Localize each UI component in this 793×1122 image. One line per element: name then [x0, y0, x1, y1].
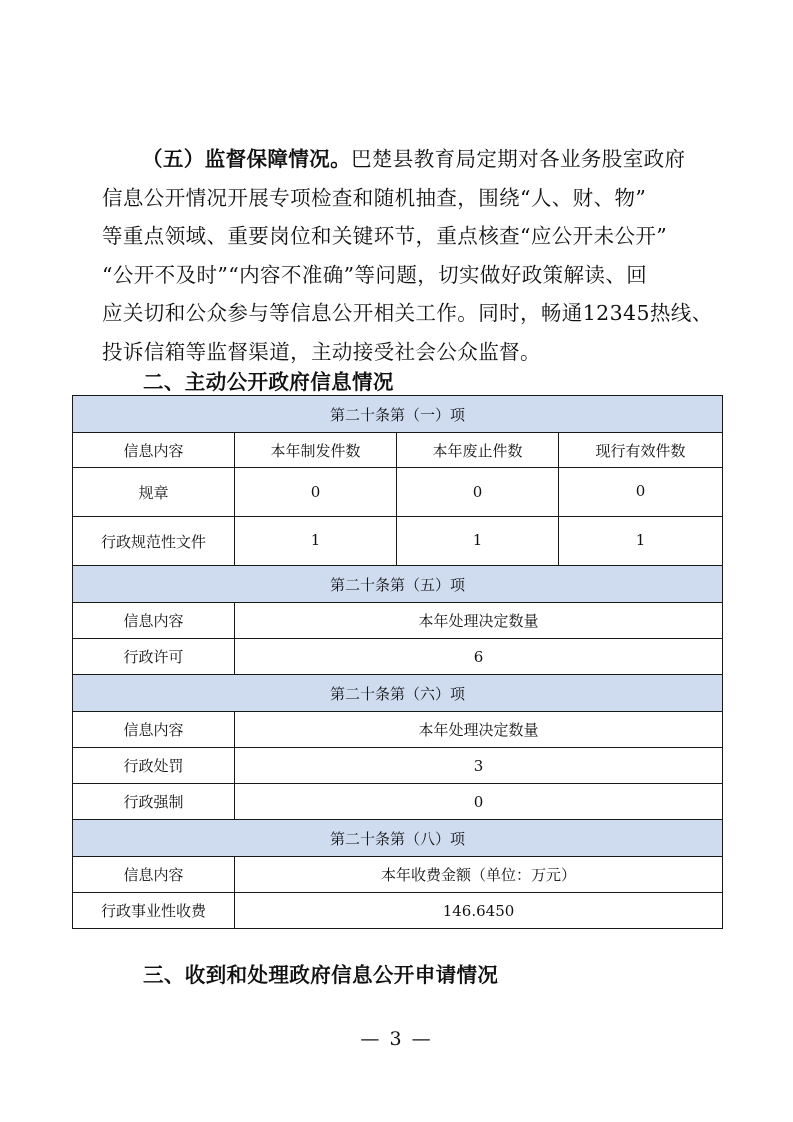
heading-applications: 三、收到和处理政府信息公开申请情况	[143, 963, 499, 987]
column-header: 现行有效件数	[559, 433, 723, 468]
column-header: 信息内容	[73, 603, 235, 639]
paragraph-line-6: 投诉信箱等监督渠道，主动接受社会公众监督。	[102, 339, 541, 364]
table-cell: 0	[235, 784, 723, 820]
table-row	[73, 784, 723, 820]
paragraph-line-5: 应关切和公众参与等信息公开相关工作。同时，畅通12345热线、	[102, 301, 713, 326]
section-5-lead: （五）监督保障情况。	[142, 147, 351, 171]
article-8-title: 第二十条第（八）项	[73, 820, 723, 857]
table-cell: 1	[397, 517, 559, 566]
table-cell: 6	[235, 639, 723, 675]
column-header: 信息内容	[73, 433, 235, 468]
article-5-header-row	[73, 603, 723, 639]
heading-proactive-disclosure: 二、主动公开政府信息情况	[143, 370, 394, 394]
row-label: 规章	[73, 468, 235, 517]
column-header: 信息内容	[73, 712, 235, 748]
row-label: 行政强制	[73, 784, 235, 820]
row-label: 行政处罚	[73, 748, 235, 784]
table-cell: 0	[235, 468, 397, 517]
column-header: 本年处理决定数量	[235, 603, 723, 639]
article-1-header-row	[73, 433, 723, 468]
article-1-title-row	[73, 396, 723, 433]
table-row	[73, 517, 723, 566]
row-label: 行政许可	[73, 639, 235, 675]
table-row	[73, 893, 723, 929]
paragraph-line-3: 等重点领域、重要岗位和关键环节，重点核查“应公开未公开”	[102, 224, 668, 249]
disclosure-table	[72, 395, 723, 929]
table-row	[73, 748, 723, 784]
row-label: 行政规范性文件	[73, 517, 235, 566]
table-cell: 0	[559, 468, 723, 517]
article-6-title-row	[73, 675, 723, 712]
article-8-title-row	[73, 820, 723, 857]
column-header: 本年废止件数	[397, 433, 559, 468]
article-6-header-row	[73, 712, 723, 748]
page-number: — 3 —	[360, 1028, 433, 1050]
table-row	[73, 468, 723, 517]
table-cell: 3	[235, 748, 723, 784]
table-cell: 1	[559, 517, 723, 566]
article-5-title: 第二十条第（五）项	[73, 566, 723, 603]
article-6-title: 第二十条第（六）项	[73, 675, 723, 712]
table-cell: 1	[235, 517, 397, 566]
paragraph-line-2: 信息公开情况开展专项检查和随机抽查，围绕“人、财、物”	[102, 185, 647, 210]
paragraph-text: 巴楚县教育局定期对各业务股室政府	[351, 147, 686, 171]
column-header: 本年处理决定数量	[235, 712, 723, 748]
row-label: 行政事业性收费	[73, 893, 235, 929]
section-5-paragraph	[102, 140, 713, 372]
column-header: 本年制发件数	[235, 433, 397, 468]
article-8-header-row	[73, 857, 723, 893]
column-header: 信息内容	[73, 857, 235, 893]
article-5-title-row	[73, 566, 723, 603]
article-1-title: 第二十条第（一）项	[73, 396, 723, 433]
paragraph-line-1	[102, 140, 702, 179]
table-cell: 0	[397, 468, 559, 517]
column-header: 本年收费金额（单位：万元）	[235, 857, 723, 893]
paragraph-line-4: “公开不及时”“内容不准确”等问题，切实做好政策解读、回	[102, 262, 648, 287]
table-row	[73, 639, 723, 675]
table-cell: 146.6450	[235, 893, 723, 929]
